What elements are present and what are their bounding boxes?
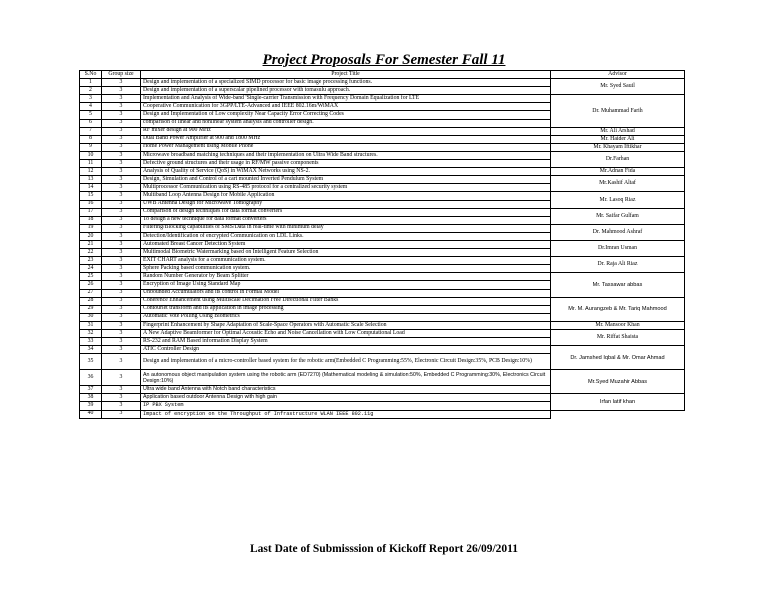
row-sno: 40 bbox=[80, 410, 102, 418]
advisor-cell: Irfan latif khan bbox=[551, 394, 685, 410]
row-project-title: RF mixer design at 900 MHz bbox=[141, 127, 551, 135]
row-project-title: Home Power Management using Mobile Phone bbox=[141, 143, 551, 151]
row-project-title: Design and implementation of a micro-controller based system for the robotic arm(Embedded C Programming:55%, Electronic Circuit Design:35%, PCB Design:10%) bbox=[141, 354, 551, 370]
row-project-title: Unbounded Accumulators and its control in Formal Model bbox=[141, 289, 551, 297]
row-project-title: comparison of linear and nonlinear system analysis and controller design. bbox=[141, 119, 551, 127]
row-group-size: 3 bbox=[102, 338, 141, 346]
advisor-cell: Dr.Farhan bbox=[551, 151, 685, 167]
row-sno: 10 bbox=[80, 151, 102, 159]
row-sno: 31 bbox=[80, 321, 102, 329]
table-row bbox=[80, 257, 685, 265]
table-row bbox=[80, 127, 685, 135]
row-sno: 29 bbox=[80, 305, 102, 313]
row-group-size: 3 bbox=[102, 386, 141, 394]
row-sno: 30 bbox=[80, 313, 102, 321]
row-project-title: Multiband Loop Antenna Design for Mobile Application bbox=[141, 192, 551, 200]
row-group-size: 3 bbox=[102, 135, 141, 143]
row-group-size: 3 bbox=[102, 151, 141, 159]
row-group-size: 3 bbox=[102, 346, 141, 354]
advisor-cell: Dr. Mahmood Ashraf bbox=[551, 224, 685, 240]
row-project-title: Filtering/Blocking capabilities of SMS/Data in real-time with minimum delay bbox=[141, 224, 551, 232]
row-group-size: 3 bbox=[102, 265, 141, 273]
row-sno: 34 bbox=[80, 346, 102, 354]
table-row bbox=[80, 370, 685, 386]
table-row bbox=[80, 410, 685, 418]
table-row bbox=[80, 273, 685, 281]
row-group-size: 3 bbox=[102, 281, 141, 289]
row-group-size: 3 bbox=[102, 273, 141, 281]
row-group-size: 3 bbox=[102, 313, 141, 321]
row-group-size: 3 bbox=[102, 111, 141, 119]
row-group-size: 3 bbox=[102, 232, 141, 240]
row-project-title: Dual Band Power Amplifier at 900 and 1800 MHz bbox=[141, 135, 551, 143]
advisor-cell: Mr. Mansoor Khan bbox=[551, 321, 685, 329]
row-sno: 22 bbox=[80, 249, 102, 257]
row-project-title: Design and implementation of a superscalar pipelined processor with tomasulu approach. bbox=[141, 87, 551, 95]
row-project-title: IP PBX System bbox=[141, 402, 551, 410]
advisor-cell: Mr. Tassawar abbas bbox=[551, 273, 685, 297]
row-sno: 9 bbox=[80, 143, 102, 151]
row-sno: 27 bbox=[80, 289, 102, 297]
row-sno: 5 bbox=[80, 111, 102, 119]
table-row bbox=[80, 224, 685, 232]
advisor-cell: Mr.Kashif Altaf bbox=[551, 176, 685, 192]
table-row bbox=[80, 135, 685, 143]
row-sno: 25 bbox=[80, 273, 102, 281]
advisor-cell: Mr. Khayam Iftikhar bbox=[551, 143, 685, 151]
row-project-title: Fingerprint Enhancement by Shape Adaptation of Scale-Space Operators with Automatic Scale Selection bbox=[141, 321, 551, 329]
submission-deadline: Last Date of Submisssion of Kickoff Report 26/09/2011 bbox=[249, 543, 519, 555]
table-row bbox=[80, 346, 685, 354]
advisor-cell: Mr. Ali Arshad bbox=[551, 127, 685, 135]
row-sno: 1 bbox=[80, 79, 102, 87]
row-project-title: Random Number Generator by Beam Splitter bbox=[141, 273, 551, 281]
header-group-size: Group size bbox=[102, 71, 141, 79]
row-sno: 37 bbox=[80, 386, 102, 394]
row-group-size: 3 bbox=[102, 95, 141, 103]
row-group-size: 3 bbox=[102, 297, 141, 305]
proposals-table bbox=[79, 70, 685, 419]
advisor-cell: Mr. Riffat Shaista bbox=[551, 330, 685, 346]
row-sno: 19 bbox=[80, 224, 102, 232]
row-group-size: 3 bbox=[102, 192, 141, 200]
row-group-size: 3 bbox=[102, 168, 141, 176]
row-sno: 8 bbox=[80, 135, 102, 143]
row-project-title: Implementation and Analysis of Wide-band 'Single-carrier Transmission with Frequency Domain Equalization for LTE bbox=[141, 95, 551, 103]
row-project-title: Design and implementation of a specialized SIMD processor for basic image processing functions. bbox=[141, 79, 551, 87]
row-project-title: A New Adaptive Beamformer for Optimal Acoustic Echo and Noise Cancellation with Low Computational Load bbox=[141, 330, 551, 338]
row-project-title: Contourlet transform and its application in image processing bbox=[141, 305, 551, 313]
row-sno: 3 bbox=[80, 95, 102, 103]
document-title: Project Proposals For Semester Fall 11 bbox=[262, 52, 506, 68]
table-row bbox=[80, 143, 685, 151]
row-sno: 17 bbox=[80, 208, 102, 216]
row-sno: 28 bbox=[80, 297, 102, 305]
advisor-cell: Mr. Lasoq Riaz bbox=[551, 192, 685, 208]
row-project-title: Automated Breast Cancer Detection System bbox=[141, 240, 551, 248]
row-project-title: Coherence Enhancement using Multiscale Decimation Free Directional Filter Banks bbox=[141, 297, 551, 305]
row-sno: 36 bbox=[80, 370, 102, 386]
row-group-size: 3 bbox=[102, 240, 141, 248]
row-group-size: 3 bbox=[102, 305, 141, 313]
row-sno: 24 bbox=[80, 265, 102, 273]
row-project-title: Multimodal Biometric Watermarking based on Intelligent Feature Selection bbox=[141, 249, 551, 257]
advisor-cell: Mr. Haider Ali bbox=[551, 135, 685, 143]
table-row bbox=[80, 240, 685, 248]
row-group-size: 3 bbox=[102, 160, 141, 168]
row-sno: 18 bbox=[80, 216, 102, 224]
advisor-cell: Mr. Syed Sauil bbox=[551, 79, 685, 95]
row-sno: 4 bbox=[80, 103, 102, 111]
row-project-title: Application based outdoor Antenna Design with high gain bbox=[141, 394, 551, 402]
table-row bbox=[80, 321, 685, 329]
row-sno: 21 bbox=[80, 240, 102, 248]
table-header-row bbox=[80, 71, 685, 79]
row-project-title: Defective ground structures and their usage in RF/MW passive components bbox=[141, 160, 551, 168]
row-project-title: Sphere Packing based communication system. bbox=[141, 265, 551, 273]
row-sno: 26 bbox=[80, 281, 102, 289]
row-sno: 38 bbox=[80, 394, 102, 402]
row-group-size: 3 bbox=[102, 200, 141, 208]
row-group-size: 3 bbox=[102, 257, 141, 265]
row-group-size: 3 bbox=[102, 224, 141, 232]
row-group-size: 3 bbox=[102, 103, 141, 111]
row-project-title: ATIC Controller Design bbox=[141, 346, 551, 354]
table-row bbox=[80, 330, 685, 338]
row-sno: 39 bbox=[80, 402, 102, 410]
table-row bbox=[80, 151, 685, 159]
row-project-title: Cooperative Communication for 3GPP/LTE-Advanced and IEEE 802.16m/WiMAX bbox=[141, 103, 551, 111]
row-project-title: EXIT CHART analysis for a communication system. bbox=[141, 257, 551, 265]
row-project-title: RS-232 and RAM Based information Display System bbox=[141, 338, 551, 346]
row-project-title: To design a new technique for data format converters bbox=[141, 216, 551, 224]
row-group-size: 3 bbox=[102, 410, 141, 418]
row-sno: 6 bbox=[80, 119, 102, 127]
header-advisor: Advisor bbox=[551, 71, 685, 79]
row-group-size: 3 bbox=[102, 119, 141, 127]
advisor-cell: Dr. Jamshed Iqbal & Mr. Omar Ahmad bbox=[551, 346, 685, 370]
row-group-size: 3 bbox=[102, 208, 141, 216]
advisor-cell: Mr. Saifar Gulfam bbox=[551, 208, 685, 224]
row-project-title: Comparison of design techniques for data format converters bbox=[141, 208, 551, 216]
advisor-cell: Dr.Imran Usman bbox=[551, 240, 685, 256]
row-project-title: Analysis of Quality of Service (QoS) in WiMAX Networks using NS-2. bbox=[141, 168, 551, 176]
row-sno: 32 bbox=[80, 330, 102, 338]
table-row bbox=[80, 168, 685, 176]
header-project-title: Project Title bbox=[141, 71, 551, 79]
row-project-title: Encryption of Image Using Standard Map bbox=[141, 281, 551, 289]
row-group-size: 3 bbox=[102, 330, 141, 338]
row-group-size: 3 bbox=[102, 249, 141, 257]
row-group-size: 3 bbox=[102, 143, 141, 151]
row-sno: 12 bbox=[80, 168, 102, 176]
row-sno: 15 bbox=[80, 192, 102, 200]
table-row bbox=[80, 297, 685, 305]
table-row bbox=[80, 192, 685, 200]
row-sno: 35 bbox=[80, 354, 102, 370]
advisor-cell: Mr.Syed Muzahir Abbas bbox=[551, 370, 685, 394]
row-group-size: 3 bbox=[102, 87, 141, 95]
row-sno: 33 bbox=[80, 338, 102, 346]
row-group-size: 3 bbox=[102, 127, 141, 135]
row-group-size: 3 bbox=[102, 216, 141, 224]
row-project-title: Design and Implementation of Low complexity Near Capacity Error Correcting Codes bbox=[141, 111, 551, 119]
row-group-size: 3 bbox=[102, 402, 141, 410]
row-group-size: 3 bbox=[102, 394, 141, 402]
row-project-title: Design, Simulation and Control of a cart mounted Inverted Pendulum System bbox=[141, 176, 551, 184]
table-row bbox=[80, 208, 685, 216]
table-row bbox=[80, 394, 685, 402]
row-project-title: UWB Antenna Design for Microwave Tomography bbox=[141, 200, 551, 208]
row-sno: 14 bbox=[80, 184, 102, 192]
row-sno: 11 bbox=[80, 160, 102, 168]
row-sno: 7 bbox=[80, 127, 102, 135]
row-project-title: Multiprocessor Communication using RS-485 protocol for a centralized security system bbox=[141, 184, 551, 192]
table-row bbox=[80, 79, 685, 87]
row-sno: 2 bbox=[80, 87, 102, 95]
row-project-title: Automatic Vote Polling Using Biometrics bbox=[141, 313, 551, 321]
row-group-size: 3 bbox=[102, 289, 141, 297]
row-project-title: An autonomous object manipulation system using the robotic arm (ED7270) (Mathematical modeling & simulation:50%, Embedded C Programming:30%, Electronics Circuit Design:10%) bbox=[141, 370, 551, 386]
row-sno: 23 bbox=[80, 257, 102, 265]
row-group-size: 3 bbox=[102, 370, 141, 386]
row-group-size: 3 bbox=[102, 176, 141, 184]
row-group-size: 3 bbox=[102, 354, 141, 370]
row-project-title: Detection/Identification of encrypted Communication on LDL Links. bbox=[141, 232, 551, 240]
row-project-title: Ultra wide band Antenna with Notch band characteristics bbox=[141, 386, 551, 394]
row-sno: 20 bbox=[80, 232, 102, 240]
advisor-cell: Mr. M. Aurangzeb & Mr. Tariq Mahmood bbox=[551, 297, 685, 321]
row-sno: 16 bbox=[80, 200, 102, 208]
advisor-cell: Dr. Raja Ali Riaz bbox=[551, 257, 685, 273]
advisor-cell: Mr.Adnan Fida bbox=[551, 168, 685, 176]
table-row bbox=[80, 176, 685, 184]
row-project-title: Impact of encryption on the Throughput of Infrastructure WLAN IEEE 802.11g bbox=[141, 410, 551, 418]
advisor-cell: Dr. Muhammad Farih bbox=[551, 95, 685, 127]
row-group-size: 3 bbox=[102, 184, 141, 192]
row-sno: 13 bbox=[80, 176, 102, 184]
row-group-size: 3 bbox=[102, 321, 141, 329]
row-group-size: 3 bbox=[102, 79, 141, 87]
row-project-title: Microwave broadband matching techniques and their implementation on Ultra Wide Band structures. bbox=[141, 151, 551, 159]
header-sno: S.No bbox=[80, 71, 102, 79]
table-row bbox=[80, 95, 685, 103]
